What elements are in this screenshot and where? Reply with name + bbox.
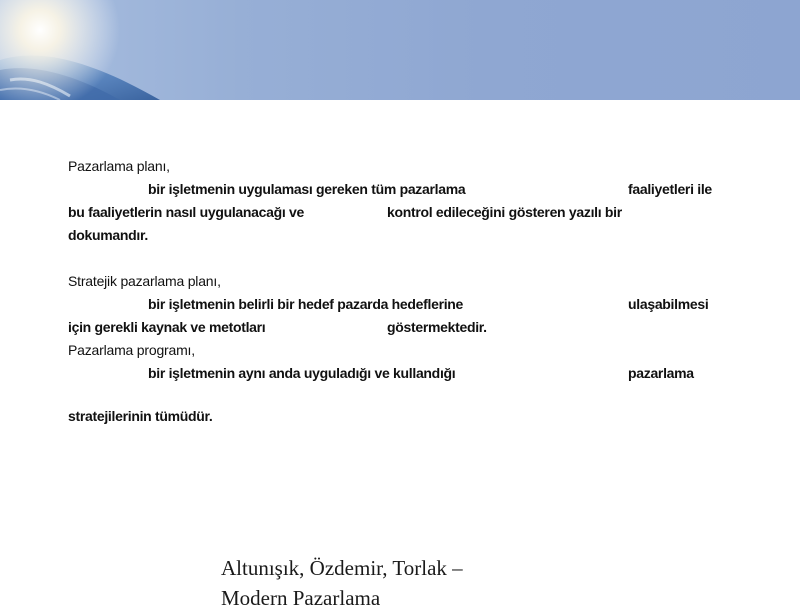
definition-text: kontrol edileceğini gösteren yazılı bir: [387, 204, 622, 220]
definition-text: için gerekli kaynak ve metotları: [68, 319, 266, 335]
term-stratejik-pazarlama-plani: Stratejik pazarlama planı,: [68, 273, 221, 289]
definition-text: bu faaliyetlerin nasıl uygulanacağı ve: [68, 204, 305, 220]
source-citation: [221, 553, 621, 613]
earth-horizon-image: [0, 0, 800, 100]
definition-text: stratejilerinin tümüdür.: [68, 408, 213, 424]
definition-text: pazarlama: [628, 365, 694, 381]
definition-text: faaliyetleri ile: [628, 181, 712, 197]
term-pazarlama-programi: Pazarlama programı,: [68, 342, 195, 358]
citation-book-title: Modern Pazarlama: [221, 586, 381, 610]
definition-text: göstermektedir.: [387, 319, 487, 335]
header-banner: [0, 0, 800, 100]
definition-text: bir işletmenin belirli bir hedef pazarda hedeflerine: [148, 296, 464, 312]
definition-text: bir işletmenin aynı anda uyguladığı ve kullandığı: [148, 365, 456, 381]
definition-text: bir işletmenin uygulaması gereken tüm pazarlama: [148, 181, 466, 197]
definitions-body: [68, 155, 758, 431]
citation-authors: Altunışık, Özdemir, Torlak –: [221, 556, 463, 580]
definition-text: dokumandır.: [68, 227, 148, 243]
term-pazarlama-plani: Pazarlama planı,: [68, 158, 170, 174]
definition-text: ulaşabilmesi: [628, 296, 709, 312]
